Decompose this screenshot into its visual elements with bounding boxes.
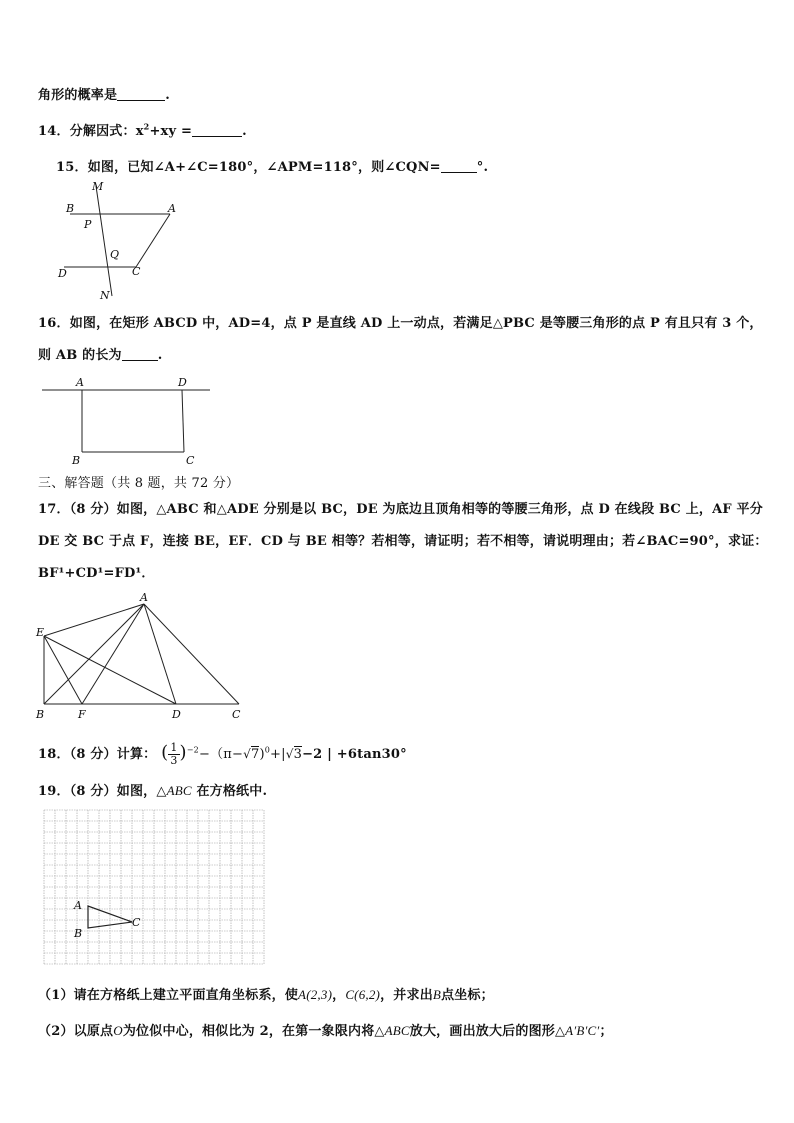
q19-grid-figure <box>42 808 266 966</box>
question-14: 14．分解因式：$x^2+xy$ = . <box>38 121 247 139</box>
label-b: B <box>72 454 81 466</box>
label-b: B <box>66 202 75 215</box>
label-a: A <box>76 376 84 389</box>
label-c: C <box>232 708 241 721</box>
segment-ed <box>44 636 176 704</box>
answer-blank[interactable] <box>192 124 242 137</box>
label-b: B <box>74 927 83 940</box>
label-d: D <box>172 708 181 721</box>
question-16-line2: 则 AB 的长为 . <box>38 348 163 363</box>
q15-figure <box>50 178 180 302</box>
label-m: M <box>92 180 104 193</box>
question-17-line2: DE 交 BC 于点 F，连接 BE，EF．CD 与 BE 相等？若相等，请证明；若不相等，请说明理由；若∠BAC=90°，求证： <box>38 534 768 549</box>
label-a: A <box>74 899 82 912</box>
line-mn <box>96 186 112 296</box>
label-c: C <box>132 916 141 929</box>
answer-blank[interactable] <box>122 348 158 361</box>
question-19-part1: （1）请在方格纸上建立平面直角坐标系，使A(2,3)，C(6,2)，并求出B点坐标； <box>38 987 494 1003</box>
label-e: E <box>36 626 45 639</box>
fraction-expression: ( $\frac{1}{3}$ )$^{-2}$−（π−√7)$^0$+|√3 <box>161 741 303 767</box>
label-b: B <box>36 708 45 721</box>
question-17-line1: 17．（8 分）如图，△ABC 和△ADE 分别是以 BC，DE 为底边且顶角相等的等腰三角形，点 D 在线段 BC 上，AF 平分 <box>38 502 763 517</box>
q16-figure <box>38 374 218 466</box>
question-17-line3: BF¹+CD¹=FD¹． <box>38 566 155 581</box>
label-n: N <box>100 289 110 302</box>
question-19: 19．（8 分）如图，△ABC 在方格纸中. <box>38 783 268 799</box>
line-ac <box>136 214 170 267</box>
label-d: D <box>58 267 67 280</box>
segment-af <box>82 604 144 704</box>
answer-blank[interactable] <box>117 88 165 101</box>
segment-ea <box>44 604 144 636</box>
question-18: 18．（8 分）计算： ( $\frac{1}{3}$ )$^{-2}$−（π−√7)$^0$+|√3−2 | +6tan30° <box>38 741 407 767</box>
segment-ab <box>44 604 144 704</box>
label-f: F <box>78 708 86 721</box>
question-13-tail: 角形的概率是 . <box>38 88 170 103</box>
side-dc <box>182 390 184 452</box>
segment-ad <box>144 604 176 704</box>
label-d: D <box>178 376 187 389</box>
answer-blank[interactable] <box>441 160 477 173</box>
label-q: Q <box>110 248 120 261</box>
label-a: A <box>140 591 148 604</box>
section-heading: 三、解答题（共 8 题，共 72 分） <box>38 476 240 491</box>
label-p: P <box>84 218 92 231</box>
q17-figure <box>34 590 249 726</box>
label-a: A <box>168 202 176 215</box>
question-19-part2: （2）以原点O为位似中心，相似比为 2，在第一象限内将△ABC放大，画出放大后的图形△A′B′C′； <box>38 1023 613 1039</box>
question-15: 15．如图，已知∠A+∠C=180°，∠APM=118°，则∠CQN= °. <box>56 160 489 175</box>
label-c: C <box>186 454 195 466</box>
segment-ac <box>144 604 239 704</box>
question-16-line1: 16．如图，在矩形 ABCD 中，AD=4，点 P 是直线 AD 上一动点，若满足△PBC 是等腰三角形的点 P 有且只有 3 个， <box>38 316 763 331</box>
label-c: C <box>132 265 141 278</box>
question-text: 角形的概率是 <box>38 88 118 103</box>
